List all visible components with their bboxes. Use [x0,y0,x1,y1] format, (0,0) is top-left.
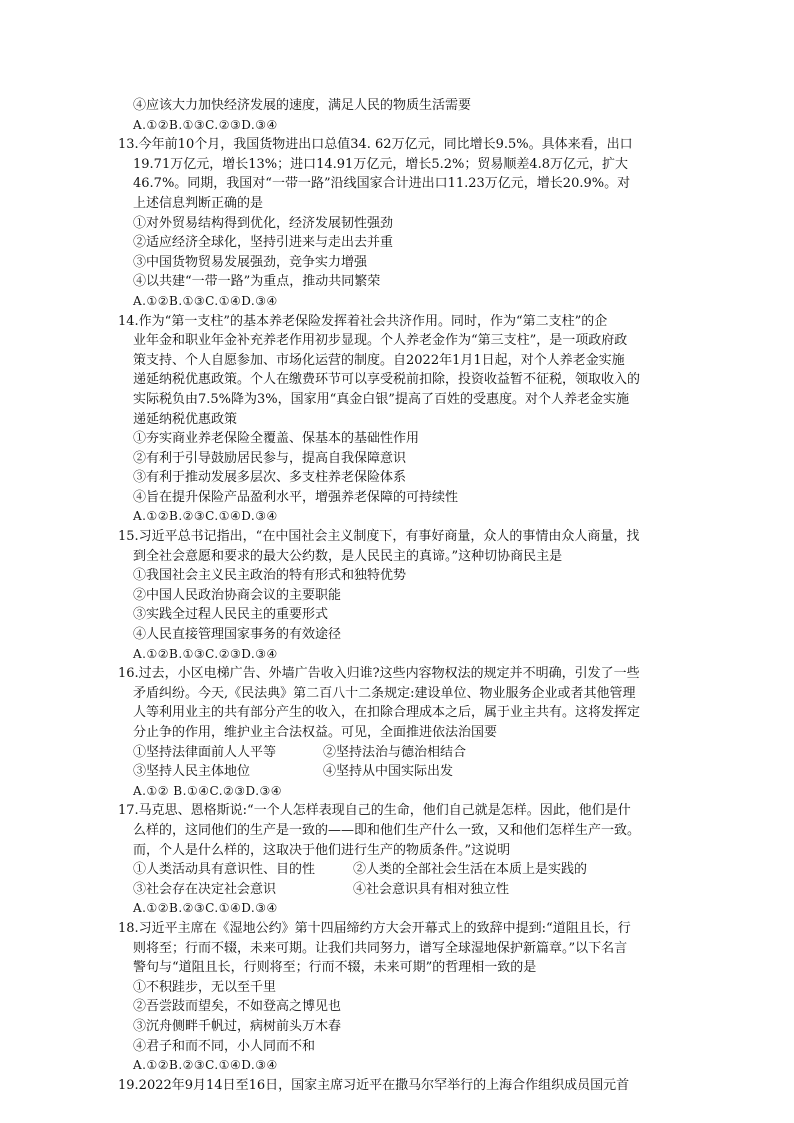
q17-items-row [118,860,680,880]
q16-items-row [118,762,680,782]
q16-items-row [118,743,680,763]
question-14 [118,312,680,528]
q16-item: ④坚持从中国实际出发 [323,764,454,780]
q15-item: ④人民直接管理国家事务的有效途径 [133,627,342,643]
q16-item: ②坚持法治与德治相结合 [323,744,467,760]
q17-stem-line: 17.马克思、恩格斯说:“一个人怎样表现自己的生命，他们自己就是怎样。因此，他们是什 [118,803,631,819]
question-13 [118,135,680,311]
q14-item: ②有利于引导鼓励居民参与，提高自我保障意识 [133,450,407,466]
q14-stem-line: 14.作为“第一支柱”的基本养老保险发挥着社会共济作用。同时，作为“第二支柱”的企 [118,313,608,329]
q16-stem-line: 人等利用业主的共有部分产生的收入，在扣除合理成本之后，属于业主共有。这将发挥定 [133,705,641,721]
q13-stem-line: 上述信息判断正确的是 [133,195,264,211]
q13-item: ④以共建“一带一路”为重点，推动共同繁荣 [133,274,381,290]
q18-options: A.①②B.②③C.①④D.③④ [133,1058,278,1073]
q16-stem-line: 分止争的作用，维护业主合法权益。可见，全面推进依法治国要 [133,725,498,740]
q18-stem-line: 18.习近平主席在《湿地公约》第十四届缔约方大会开幕式上的致辞中提到:“道阻且长，行 [118,920,631,936]
q12-options: A.①②B.①③C.②③D.③④ [133,117,278,132]
q18-item: ③沉舟侧畔千帆过，病树前头万木春 [133,1018,342,1034]
q17-stem-line: 么样的，这同他们的生产是一致的——即和他们生产什么一致，又和他们怎样生产一致。 [133,822,641,838]
q14-stem-line: 实际税负由7.5%降为3%，国家用“真金白银”提高了百姓的受惠度。对个人养老金实施 [133,391,629,407]
exam-page [118,96,680,1095]
q18-stem-line: 则将至；行而不辍，未来可期。让我们共同努力，谱写全球湿地保护新篇章。”以下名言 [133,940,628,956]
question-15 [118,527,680,664]
q15-stem-line: 15.习近平总书记指出，“在中国社会主义制度下，有事好商量，众人的事情由众人商量，找 [118,529,640,545]
q15-stem-line: 到全社会意愿和要求的最大公约数，是人民民主的真谛。”这种切协商民主是 [133,548,563,564]
q19-stem-line: 19.2022年9月14日至16日，国家主席习近平在撒马尔罕举行的上海合作组织成员国元首 [118,1077,630,1093]
question-16 [118,664,680,801]
q16-stem-line: 矛盾纠纷。今天,《民法典》第二百八十二条规定:建设单位、物业服务企业或者其他管理 [133,685,636,701]
q16-options: A.①② B.①④C.②③D.③④ [133,783,283,798]
q13-stem-line: 19.71万亿元，增长13%；进口14.91万亿元，增长5.2%；贸易顺差4.8万亿元，扩大 [133,156,629,172]
q14-stem-line: 递延纳税优惠政策 [133,411,238,427]
question-19 [118,1076,680,1096]
q17-items-row [118,880,680,900]
q14-stem-line: 业年金和职业年金补充养老作用初步显现。个人养老金作为“第三支柱”，是一项政府政 [133,333,628,349]
q14-item: ①夯实商业养老保险全覆盖、保基本的基础性作用 [133,431,420,447]
q15-item: ②中国人民政治协商会议的主要职能 [133,587,342,603]
q15-options: A.①②B.①③C.②③D.③④ [133,646,278,661]
q14-item: ③有利于推动发展多层次、多支柱养老保险体系 [133,470,407,486]
q18-item: ②吾尝跂而望矣，不如登高之博见也 [133,999,342,1015]
q12-item-4: ④应该大力加快经济发展的速度，满足人民的物质生活需要 [133,98,472,113]
q13-options: A.①②B.①③C.①④D.③④ [133,293,278,308]
q18-stem-line: 警句与“道阻且长，行则将至；行而不辍，未来可期”的哲理相一致的是 [133,960,537,976]
q13-item: ③中国货物贸易发展强劲，竞争实力增强 [133,254,368,270]
q13-stem-line: 46.7%。同期，我国对“一带一路”沿线国家合计进出口11.23万亿元，增长20.9%。对 [133,176,631,192]
q15-item: ③实践全过程人民民主的重要形式 [133,607,329,623]
q18-item: ①不积跬步，无以至千里 [133,979,277,995]
q15-item: ①我国社会主义民主政治的特有形式和独特优势 [133,568,407,584]
q18-item: ④君子和而不同，小人同而不和 [133,1038,316,1054]
q14-options: A.①②B.②③C.①④D.③④ [133,509,278,524]
q17-stem-line: 而，个人是什么样的，这取决于他们进行生产的物质条件。”这说明 [133,842,511,858]
q16-stem-line: 16.过去，小区电梯广告、外墙广告收入归谁?这些内容物权法的规定并不明确，引发了一些 [118,666,640,682]
question-17 [118,801,680,919]
q13-item: ②适应经济全球化，坚持引进来与走出去并重 [133,235,394,251]
q17-item: ②人类的全部社会生活在本质上是实践的 [353,862,588,878]
q17-options: A.①②B.②③C.①④D.③④ [133,901,278,916]
q16-item: ①坚持法律面前人人平等 [133,744,277,760]
q16-item: ③坚持人民主体地位 [133,764,251,780]
question-18 [118,919,680,1076]
q13-stem-line: 13.今年前10个月，我国货物进出口总值34. 62万亿元，同比增长9.5%。具体来看，出口 [118,137,633,153]
q14-stem-line: 策支持、个人自愿参加、市场化运营的制度。自2022年1月1日起，对个人养老金实施 [133,352,625,368]
q17-item: ③社会存在决定社会意识 [133,881,277,897]
q17-item: ④社会意识具有相对独立性 [353,881,510,897]
q14-stem-line: 递延纳税优惠政策。个人在缴费环节可以享受税前扣除，投资收益暂不征税，领取收入的 [133,372,641,388]
q17-item: ①人类活动具有意识性、目的性 [133,862,316,878]
q14-item: ④旨在提升保险产品盈利水平，增强养老保障的可持续性 [133,489,459,505]
q13-item: ①对外贸易结构得到优化，经济发展韧性强劲 [133,215,394,231]
